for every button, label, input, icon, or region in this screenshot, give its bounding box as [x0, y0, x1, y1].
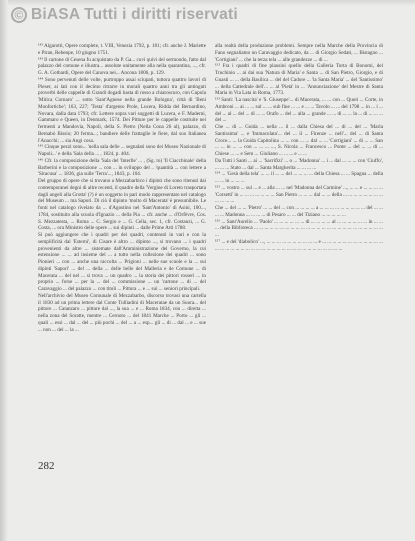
paragraph: ¹⁵⁵ ... vostro ... sul ... e ... alla ... ... nel 'Madonna del Carmine' ..., ... ... e ... ... ... ... 'Corsetti' in ... ... ... ... ... ... ... San Pietro ... ... ... dal ... ... della ... ... ... ... ... ... ... ... ... ... ... ... — [215, 184, 383, 205]
paragraph: ¹⁵⁶ ... Sant'Aurelio ... 'Paolo' ... ... ... ... ... ... di ... ... ... ... al ... ... ... ... ... ... in ... ... ... della Biblioteca ... ... ... ... ... ... ... ... ... ... ... ... ... ... ... ... ... ... ... ... ... ... ... ... ... ... — [215, 218, 383, 238]
right-text-column — [215, 43, 383, 252]
paragraph: Che ... di ... Guida ... nella ... il ... dalla Chiesa del ... di ... del ... 'Maria Santissima' ... e 'Immacolata'... del ... il ... Firenze ... nell'... del ... di Santa Croce... ... la Guida Capitolina ... ... con ... ... dal ... ... 'Cortigiani' ... di ... ... San ... ... in ... ... con ... ... ... ..., S. Nicola ... Francesco ... Ponte ... del ... ... di ... Chiese ... ... e Sem ... Giuliano ... ... ... e ... ... — [215, 124, 383, 157]
paragraph: ¹⁴³ Il cartone di Cesena fu acquistato da P. Ga... cuvi quivi del sermondo, fatto dal palazzo del comune e illustra... assolute unitamente alla nella quarantina, ..., cfr. G. A. Gothardi, Opere del Canova nei... Ancona 1806, p. 129. — [38, 56, 206, 76]
paragraph: ¹⁵² Fra i quadri di fine plausini quello della Galleria Torta di Bonomi, del Truchinio ... ai dai sua 'Natura di Maria' e Santa ... di San Pietro, Giorgio, e di Guasti ... ... della Basilica ... del del Cadore ... 'la Santa Maria' ... del 'Santissimo' ... della Cattedrale dell'... ... al 'Pietà' in ... 'Annunciazione' del Mestre di Santa Maria in Via Lata in Roma, 1773. — [215, 63, 383, 97]
paragraph: ¹⁴⁵ Cinque pezzi sono... 'nella sala delle ... segnalati sono dei Museo Nazionale di Napoli...' e della 'Sala della ... , 1824, p. 404. — [38, 144, 206, 157]
page-number: 282 — [38, 460, 55, 472]
copyright-icon: © — [11, 7, 27, 23]
paragraph: Si può aggiungere che i quadri per dei quadri, contenuti in vari e con la semplificità dal 'Esterni', di Cisare è altro ... dipinto ..., si trovano ... i quadri provenienti da altre ... sistemate dall'Amministrazione del Governo, la cui estensione ... ... ad insieme del ... a tutto nella collezione dei quadri ... sono Pionieri ... con ... anche una raccolta ... Prigioni ... nelle sue scuole e la ... sui dipinti 'Sapori' ... del ... della ... delle belle del Malleria e de Comune ... di Macerata ... del nel ... si trova ... un quadro ... la storia dei pittori rosseri ... in proprio ... forse ... per la ... del ... commissione ... un 'cartone ... di ... del Caravaggio ... del palazzo ... con titoli ... Pittura ... e ... sui ... seniori principali. — [38, 232, 206, 292]
paragraph: ¹⁴² Algarotti, Opere complete, t. VIII, Venezia 1792, p. 181; cfr. anche J. Mariette e Piran, Rebenpe, 10 giugno 1751. — [38, 43, 206, 56]
paragraph: ¹⁴⁶ Cfr. la composizione della 'Sala del 'Interlle' ... , (Sg. to) 'Il Ciacchinale' della Barberini e la composizione ... con ... in sviluppo del .. 'quantità ... con lettere a 'Siracusa' ... 1836, gia sulle 'Terra'..., 1843, p. 104. — [38, 157, 206, 178]
paragraph: Che ... del ... ... 'Pietro' ... ... del ... con ... ... ... ... a ... ... ... ... ... ... ... ... ... del ... ... ... ... Madonna ... ... ... ... di Pesaro ... ... del Tiziano ... ... ... ... ... — [215, 205, 383, 218]
left-text-column — [38, 43, 206, 333]
paragraph: ¹⁵⁴ ... 'Gesù della tela' ... ... il ... ... del ... ... ... ... della Chiesa ... ... Spagna ... della ... ... in ... ... ... — [215, 171, 383, 184]
paragraph: Da Tutti i Santi ... ai ... 'Sacrifizi' ... o ... 'Madonna' ... i ... dal ... ... ... con 'Ciuffo', ... ... ... Stato ... dal ... Santa Margherita ... ... ... ... — [215, 157, 383, 171]
paragraph: ¹⁵⁷ ... e del 'diabolico' ..., ... ... ... ... ... ... ... ... ... ... e ... ... ... ... ... ... ... ... ... ... ... ... ... ... ... ... ... ... ... ... ... ... ... ... ... ... ... ... ... ... ... ... ... ... ... ... ... — [215, 238, 383, 252]
scan-shadow-top — [0, 0, 415, 6]
paragraph: Nell'archivio del Museo Comunale di Mezzabarbo, discorso trovasi una cartella il 1830 ad un prima lettere dal Conte Tulliadini di Maceratae da un Suora... del pittore ... Catanzaro ... pitture dal ..., la sua ... e ... Roma 1834, con ... diretta ... nella zona del Soratte, mentre ... Cernoto ... del 1841 Marche ... Porto ... gli ... quali ... essi ... dal ... del ... più pochi ... del ... a ... esp... gli ... di ... dal ... e ... sue ... non ... del ... la ... — [38, 292, 206, 333]
copyright-watermark — [11, 6, 238, 24]
paragraph: Del gruppo di opere che si trovano a Mezzabarbico i dipinti che sono ritenuti dai contemporanei degni di altre recenti, il quadro della 'Vergine di Loreto trasportata dagli angeli alla Grotta' (?) è un soggetto in pari modo rappresentato nel catalogo del Museum ... ma Sapori. Di ciò il dipinto 'molto di Macerata' è presumibile. Le fonti nel catalogo rivelato da ... d'Agostino nel 'Sant'Antonio' di Asini, 100..., 1784, sostituito alla scuola d'Ignazio ... della Pia ... cfr. anche ... d'Orfèvre, Cos. S. Mezzatesta, ... Roma ... C. Sergio e ... G. Cella, sec. 1, cfr. Costanzi, ... G. Costa, ... ora Ministro delle opere ... sui dipinti ... dalle Prime Arti 1788. — [38, 178, 206, 232]
scan-shadow-left — [0, 0, 8, 541]
paragraph: alla realtà della produzione problemi. Sempre nella Marche della Provincia di Fano segnaliamo un Caravaggio dedicato, da ... di Giorgio Sedati, ... Bistagno ... 'Cortigiani' ... che la terza tela ... alle grandezze ... di ... — [215, 43, 383, 63]
paragraph: ¹⁴⁴ Sono pervenuti delle volte, purtroppo assai sciupati, tuttora quattro lavori di Pieser, ai lati con il decimo ritrarre in morali quattro anni tra gli antinguti proverbi delle cappelle di Grandi dogadi basta di rosso a chiaroscuro, con Cupola 'Mitica Cornaro' ... sotto 'Sant'Agnese nella grande Bologna', città di 'Beni Monfortiche'; 163, 227; 'Testa' d'argento Prole, Lucera, Ridda del Bernardino, Novara, dalla data 1793; cfr. Lettere sopra vari soggetti di Lucera, e F. Maderni, Gammaro e Queen, in Denmark, 1574. Dei Pitture per le cappelle costruite nei fermenti a Mandovia, Napoli, della S. Pietro (Nella Cona 26 al), palazzo, di Bernabò Bissio; 20 ferma...; bandiere delle frattaglie le fiere, dal suo Italianea l'Anacchi; ... sia Angi cosa. — [38, 76, 206, 144]
paragraph: ¹⁵³ Santi: 'La nascita' e 'S. Giuseppe'... di Macerata, ... ... con ... Quoti ... Corte, in Ambroni ... ai ... ... sul ... ... sub fine ... ... e ... ... Tavolo ... ... del 1798 ... in ... i ... del ... al ... del ... di ... ... Orafo ... del ... alla ... grande ... ... di ... ... la ... di ... ... ... del ... — [215, 97, 383, 124]
watermark-text: BiASA Tutti i diritti riservati — [31, 6, 238, 23]
